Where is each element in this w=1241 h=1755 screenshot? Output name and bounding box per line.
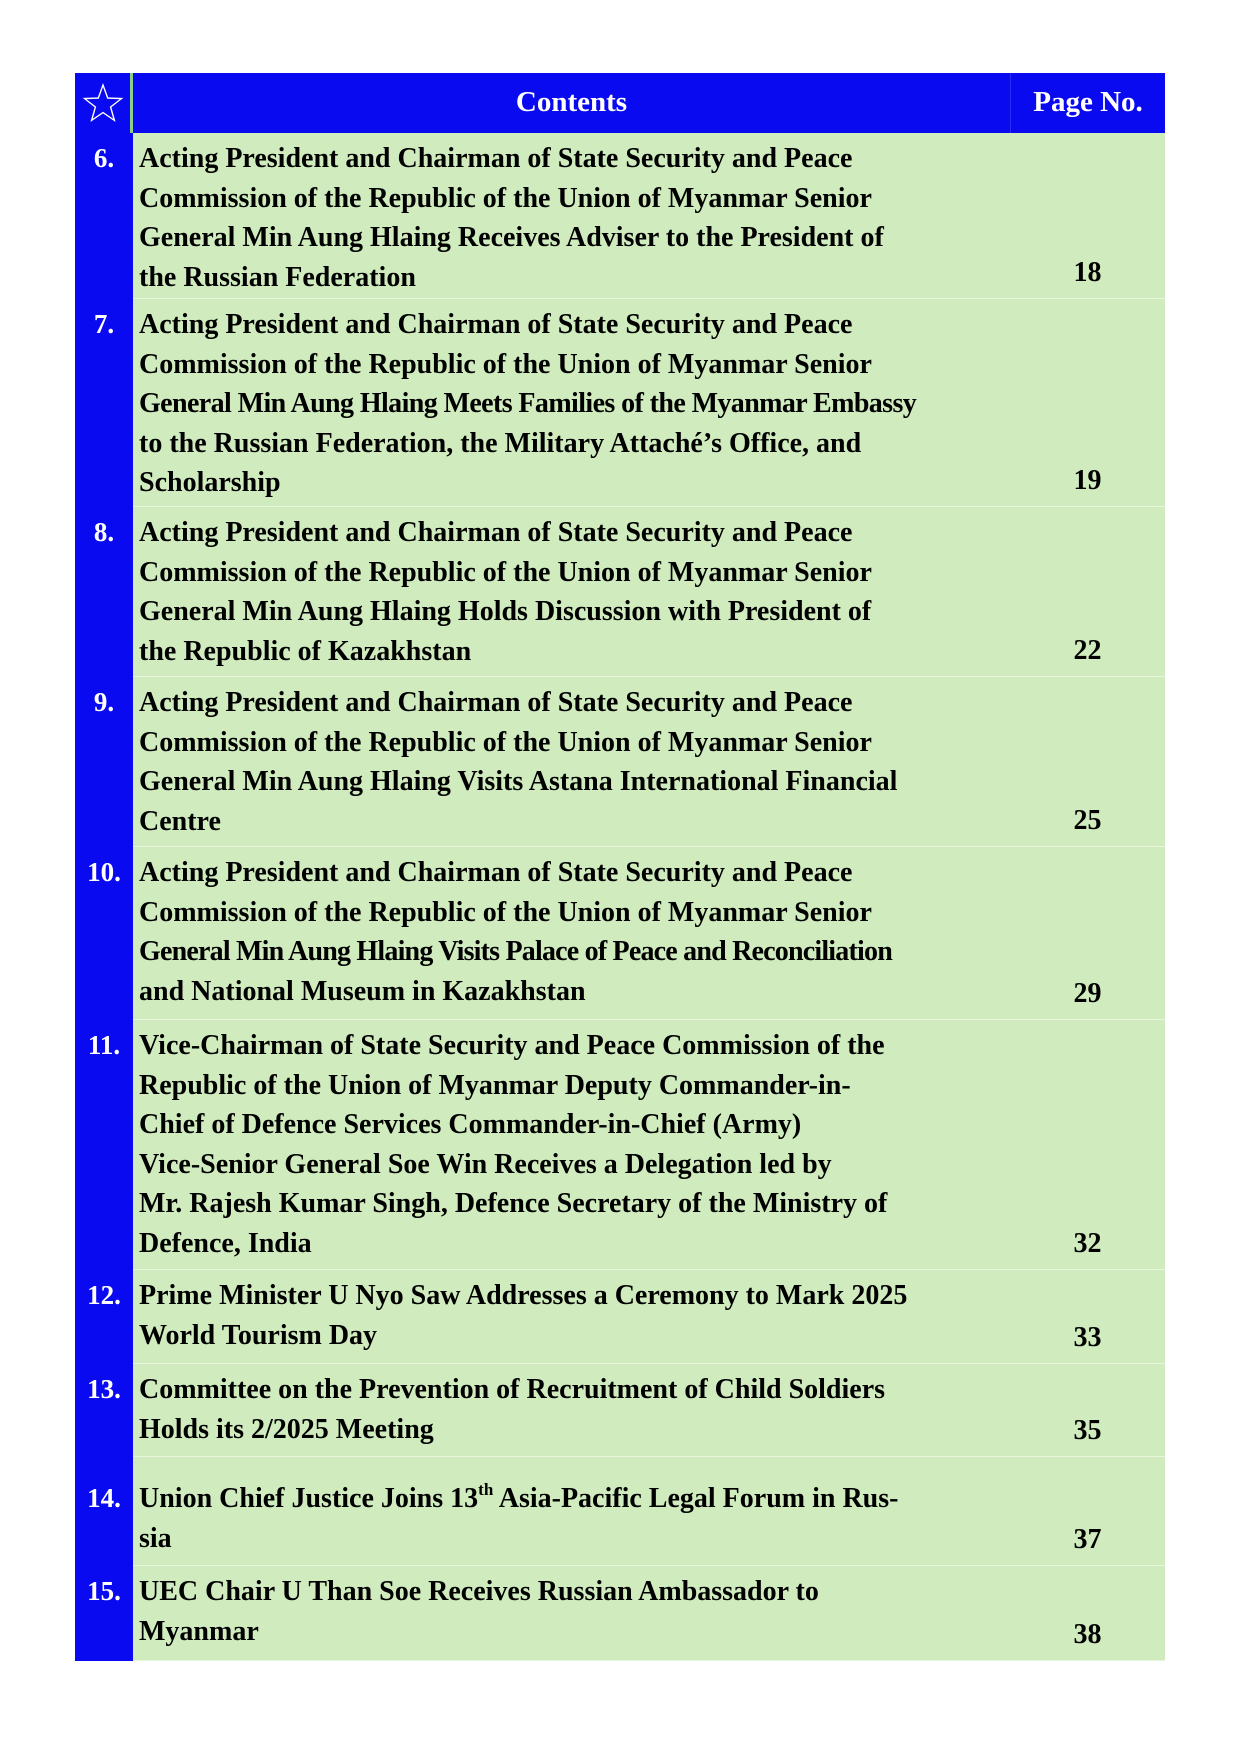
entry-page-number: 32 [1010,1020,1165,1270]
toc-entry[interactable] [75,1364,1165,1457]
entry-title: UEC Chair U Than Soe Receives Russian Ambassador to Myanmar [133,1566,1010,1661]
entry-number: 15. [75,1566,133,1661]
entry-title: Acting President and Chairman of State Security and Peace Commission of the Republic of the Union of Myanmar Senior General Min Aung Hlaing Visits Astana International Financial Centre [133,677,1010,847]
star-icon [81,81,125,125]
entry-number: 7. [75,299,133,507]
entry-title: Union Chief Justice Joins 13th Asia-Pacific Legal Forum in Rus- sia [133,1457,1010,1566]
entry-page-number: 38 [1010,1566,1165,1661]
entry-title: Acting President and Chairman of State Security and Peace Commission of the Republic of the Union of Myanmar Senior General Min Aung Hlaing Visits Palace of Peace and Reconciliation and National Museum in Kazakhstan [133,847,1010,1020]
entry-page-number: 25 [1010,677,1165,847]
entry-number: 10. [75,847,133,1020]
entry-title: Acting President and Chairman of State Security and Peace Commission of the Republic of the Union of Myanmar Senior General Min Aung Hlaing Meets Families of the Myanmar Embassy to the Russian Federation, the Military Attaché’s Office, and Scholarship [133,299,1010,507]
entry-page-number: 37 [1010,1457,1165,1566]
page-no-heading: Page No. [1010,73,1165,133]
toc-entry[interactable] [75,507,1165,677]
entry-number: 13. [75,1364,133,1457]
toc-entry[interactable] [75,1566,1165,1661]
entry-page-number: 22 [1010,507,1165,677]
toc-header-row [75,73,1165,133]
entry-number: 6. [75,133,133,299]
toc-entry[interactable] [75,677,1165,847]
entry-number: 14. [75,1457,133,1566]
entry-number: 11. [75,1020,133,1270]
entry-title: Committee on the Prevention of Recruitment of Child Soldiers Holds its 2/2025 Meeting [133,1364,1010,1457]
entry-page-number: 18 [1010,133,1165,299]
entry-page-number: 19 [1010,299,1165,507]
toc-entry[interactable] [75,299,1165,507]
star-cell [75,73,133,133]
entry-number: 8. [75,507,133,677]
toc-entry[interactable] [75,1020,1165,1270]
toc-entry[interactable] [75,847,1165,1020]
contents-heading: Contents [133,73,1010,133]
table-of-contents [75,73,1165,1661]
entry-number: 12. [75,1270,133,1364]
entry-page-number: 33 [1010,1270,1165,1364]
toc-entry[interactable] [75,1457,1165,1566]
entry-title: Prime Minister U Nyo Saw Addresses a Ceremony to Mark 2025 World Tourism Day [133,1270,1010,1364]
toc-entry[interactable] [75,133,1165,299]
entry-page-number: 29 [1010,847,1165,1020]
entry-number: 9. [75,677,133,847]
entry-title: Vice-Chairman of State Security and Peace Commission of the Republic of the Union of Myanmar Deputy Commander-in- Chief of Defence Services Commander-in-Chief (Army) Vice-Senior General Soe Win Receives a Delegation led by Mr. Rajesh Kumar Singh, Defence Secretary of the Ministry of Defence, India [133,1020,1010,1270]
entry-title: Acting President and Chairman of State Security and Peace Commission of the Republic of the Union of Myanmar Senior General Min Aung Hlaing Receives Adviser to the President of the Russian Federation [133,133,1010,299]
toc-entry[interactable] [75,1270,1165,1364]
entry-title: Acting President and Chairman of State Security and Peace Commission of the Republic of the Union of Myanmar Senior General Min Aung Hlaing Holds Discussion with President of the Republic of Kazakhstan [133,507,1010,677]
entry-page-number: 35 [1010,1364,1165,1457]
